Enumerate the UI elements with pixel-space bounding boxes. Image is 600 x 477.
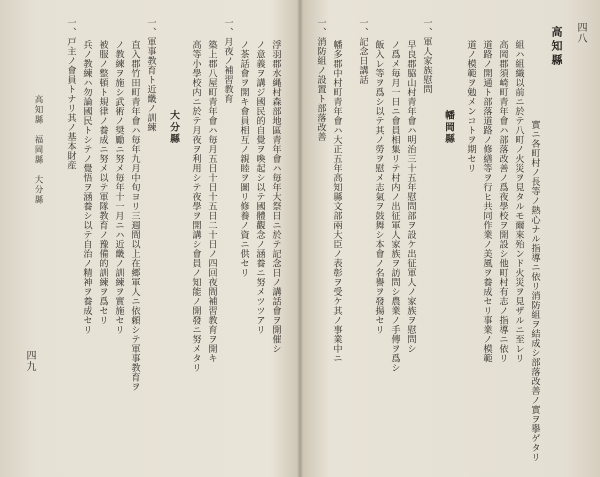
text-column: 直入郡竹田町青年會ハ毎年九月中旬ヨリ三週間以上在郷軍人ニ依頼シテ軍事教育ヲ <box>129 40 140 392</box>
text-column: 築上郡八屋町青年會ハ毎月五日十日十五日二十日ノ四回夜間補習教育ヲ開キ <box>206 40 217 363</box>
section-title: 一、軍事教育ト近畿ノ訓練 <box>145 18 156 132</box>
text-column: 一、戸主ノ會員トナリ其ノ基本財産 <box>65 18 76 170</box>
section-title: 一、軍人家族慰問 <box>421 18 432 94</box>
prefecture-heading-kochi: 高知縣 <box>550 26 563 68</box>
text-column: 高等小學校内ニ於テ月夜ヲ利用シテ夜學ヲ開講シ會員ノ知能ノ開發ニ努メタリ <box>190 40 201 373</box>
page-number-right: 四八 <box>575 22 586 44</box>
left-page <box>0 0 297 477</box>
text-column: 幡多郡中村町青年會ハ大正五年高知縣文部兩大臣ノ表彰ヲ受ケ其ノ事業中ニ <box>331 40 342 363</box>
text-column: ノ爲メ毎月一日ニ會員相集リテ村内ノ出征軍人家族ヲ訪問シ農業ノ手傳ヲ爲シ <box>389 40 400 373</box>
text-column: 浮羽郡水縄村森部地區青年會ハ毎年大祭日ニ於テ記念日ノ講話會ヲ開催シ <box>270 40 281 354</box>
text-column: ノ意義ヲ講ジ國民的自覺ヲ喚起シ以テ國體觀念ノ涵養ニ努メツツアリ <box>254 40 265 335</box>
prefecture-heading-fukuoka: 幡岡縣 <box>443 110 454 146</box>
text-column: ノ茶話會ヲ開キ會員相互ノ親睦ヲ圖リ修養ノ資ニ供セリ <box>238 40 249 278</box>
page-number-left: 四九 <box>24 350 35 372</box>
footer-oita: 大分縣 <box>33 175 43 205</box>
right-page <box>303 0 600 477</box>
text-column: 被服ノ整頓ト規律ノ養成ニ努メ以テ軍隊教育ノ豫備的訓練ヲ爲セリ <box>97 40 108 325</box>
text-column: 兵ノ教練ハ勿論國民トシテノ覺悟ヲ涵養シ以テ自治ノ精神ヲ養成セリ <box>81 40 92 335</box>
text-column: 高岡郡須崎町青年會ハ部落改善ノ爲夜學校ヲ開設シ他町村有志ノ指導ニ依リ <box>497 40 508 363</box>
prefecture-heading-oita: 大分縣 <box>168 110 179 146</box>
section-title: 一、消防組ノ設置ト部落改善 <box>315 18 326 142</box>
text-column: 早良郡脇山村青年會ハ明治三十五年慰問部ヲ設ケ出征軍人ノ家族ヲ慰問シ <box>405 40 416 354</box>
page-footer-prefectures <box>32 95 43 335</box>
section-title: 一、記念日講話 <box>357 18 368 85</box>
text-column: 道路ノ開通ト部落道路ノ修繕等ヲ行ヒ共同作業ノ美風ヲ養成セリ事業ノ模範 <box>481 40 492 363</box>
text-column: 實ニ各町村ノ長等ノ熱心ナル指導ニ依リ消防組ヲ結成シ部落改善ノ實ヲ擧ゲタリ <box>529 120 540 462</box>
section-title: 一、月夜ノ補習教育 <box>222 18 233 104</box>
text-column: 組ハ組織以前ニ於テ八町ノ火災ヲ見タルモ爾來殆ンド火災ヲ見ザルニ至レリ <box>513 40 524 363</box>
footer-kochi: 高知縣 <box>33 95 43 125</box>
footer-fukuoka: 福岡縣 <box>33 135 43 165</box>
text-column: ノ教練ヲ施シ武術ノ奨勵ニ努メ毎年十一月ニハ近畿ノ訓練ヲ實施セリ <box>113 40 124 335</box>
text-column: 飯入レ等ヲ爲シ以テ其ノ勞ヲ慰メ志氣ヲ鼓舞シ本會ノ名譽ヲ發揚セリ <box>373 40 384 335</box>
text-column: 道ノ模範ヲ勉メンコトヲ期セリ <box>465 40 476 173</box>
